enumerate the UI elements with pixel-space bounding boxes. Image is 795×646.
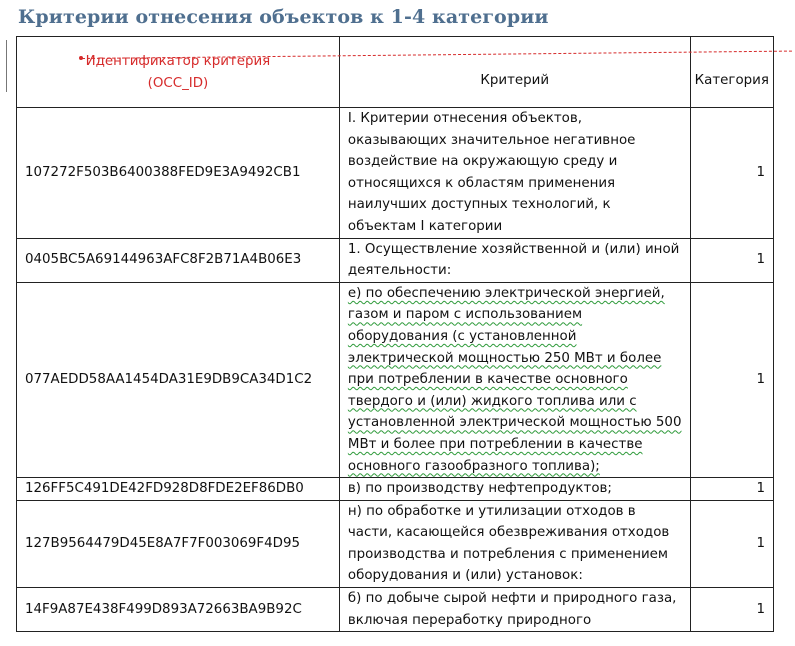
- row-criterion: б) по добыче сырой нефти и природного газа, включая переработку природного: [339, 588, 690, 632]
- table-header-row: [17, 37, 774, 108]
- table-row: [17, 500, 774, 587]
- header-occ-id-line2: (OCC_ID): [147, 76, 209, 91]
- table-row: [17, 478, 774, 501]
- row-category: 1: [690, 588, 773, 632]
- row-occ-id: 127B9564479D45E8A7F7F003069F4D95: [17, 500, 340, 587]
- table-row: [17, 588, 774, 632]
- header-criterion: Критерий: [339, 37, 690, 108]
- table-row: [17, 282, 774, 477]
- row-occ-id: 0405BC5A69144963AFC8F2B71A4B06E3: [17, 238, 340, 282]
- margin-bar: [6, 40, 7, 92]
- criteria-table: [16, 36, 774, 632]
- row-occ-id: 077AEDD58AA1454DA31E9DB9CA34D1C2: [17, 282, 340, 477]
- row-category: 1: [690, 500, 773, 587]
- row-criterion: в) по производству нефтепродуктов;: [339, 478, 690, 501]
- row-category: 1: [690, 282, 773, 477]
- row-category: 1: [690, 108, 773, 239]
- row-category: 1: [690, 238, 773, 282]
- document-title: Критерии отнесения объектов к 1-4 категории: [18, 6, 549, 28]
- row-category: 1: [690, 478, 773, 501]
- row-occ-id: 126FF5C491DE42FD928D8FDE2EF86DB0: [17, 478, 340, 501]
- row-criterion: 1. Осуществление хозяйственной и (или) иной деятельности:: [339, 238, 690, 282]
- row-criterion: е) по обеспечению электрической энергией, газом и паром с использованием оборудования (с установленной электрической мощностью 250 МВт и более при потреблении в качестве основного твердого и (или) жидкого топлива или с установленной электрической мощностью 500 МВт и более при потреблении в качестве основного газообразного топлива);: [339, 282, 690, 477]
- table-row: [17, 238, 774, 282]
- header-occ-id: [17, 37, 340, 108]
- row-occ-id: 14F9A87E438F499D893A72663BA9B92C: [17, 588, 340, 632]
- row-criterion: I. Критерии отнесения объектов, оказывающих значительное негативное воздействие на окружающую среду и относящихся к областям применения наилучших доступных технологий, к объектам I категории: [339, 108, 690, 239]
- row-occ-id: 107272F503B6400388FED9E3A9492CB1: [17, 108, 340, 239]
- header-category: Категория: [690, 37, 773, 108]
- table-row: [17, 108, 774, 239]
- header-occ-id-line1: Идентификатор критерия: [85, 54, 271, 70]
- row-criterion: н) по обработке и утилизации отходов в части, касающейся обезвреживания отходов производства и потребления с применением оборудования и (или) установок:: [339, 500, 690, 587]
